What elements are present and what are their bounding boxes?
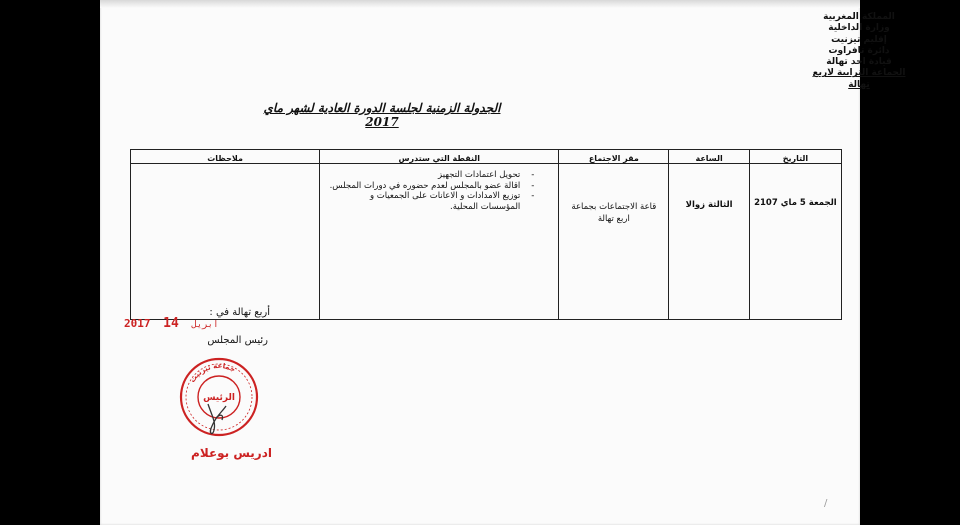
place-line: اربع تهالة <box>597 214 630 224</box>
president-label: رئيس المجلس <box>207 335 268 346</box>
seal-ring-text: جماعة تيزنيت <box>188 361 237 385</box>
agenda-list <box>328 170 544 212</box>
date-day: 14 <box>163 316 179 331</box>
letterhead <box>804 12 914 91</box>
header-notes: ملاحظات <box>131 150 320 164</box>
date-month: ابريل <box>191 320 219 330</box>
table-row <box>131 164 842 320</box>
letterhead-line: المملكة المغربية <box>823 12 895 22</box>
handwritten-date <box>124 316 219 331</box>
letterhead-line: الجماعة الترابية لاربع تهالة <box>812 68 906 90</box>
letterhead-line: دائرة تافراوت <box>828 45 890 56</box>
signatory-name: ادريس بوعلام <box>191 446 272 460</box>
agenda-item: - تحويل اعتمادات التجهيز <box>328 170 534 181</box>
document-title: الجدولة الزمنية لجلسة الدورة العادية لشهر ماي 2017 <box>263 101 501 129</box>
cell-place <box>559 164 669 320</box>
cell-date: الجمعة 5 ماي 2107 <box>749 164 841 320</box>
letterhead-line: قيادة احد تهالة <box>826 57 892 68</box>
header-time: الساعة <box>669 150 749 164</box>
cell-time: الثالثة زوالا <box>669 164 749 320</box>
agenda-item: - اقالة عضو بالمجلس لعدم حضوره في دورات المجلس. <box>328 181 534 192</box>
cell-notes <box>131 164 320 320</box>
date-year: 2017 <box>124 317 151 330</box>
cell-points <box>320 164 559 320</box>
schedule-table <box>130 149 842 320</box>
letterhead-line: إقليم تيزنيت <box>831 34 887 45</box>
header-place: مقر الاجتماع <box>559 150 669 164</box>
place-line: قاعة الاجتماعات بجماعة <box>571 202 657 212</box>
agenda-item: - توزيع الامدادات و الاعانات على الجمعيات و المؤسسات المحلية. <box>328 191 534 212</box>
letterhead-line: وزارة الداخلية <box>828 23 890 34</box>
place-label: أربع تهالة في : <box>209 307 270 318</box>
official-seal <box>178 356 260 438</box>
header-date: التاريخ <box>749 150 841 164</box>
page-corner-mark: / <box>824 498 828 509</box>
table-header-row <box>131 150 842 164</box>
header-points: النقطة التي ستدرس <box>320 150 559 164</box>
handwritten-signature <box>208 404 226 433</box>
seal-center-text: الرئيس <box>203 393 235 403</box>
page-top-edge <box>100 0 860 8</box>
